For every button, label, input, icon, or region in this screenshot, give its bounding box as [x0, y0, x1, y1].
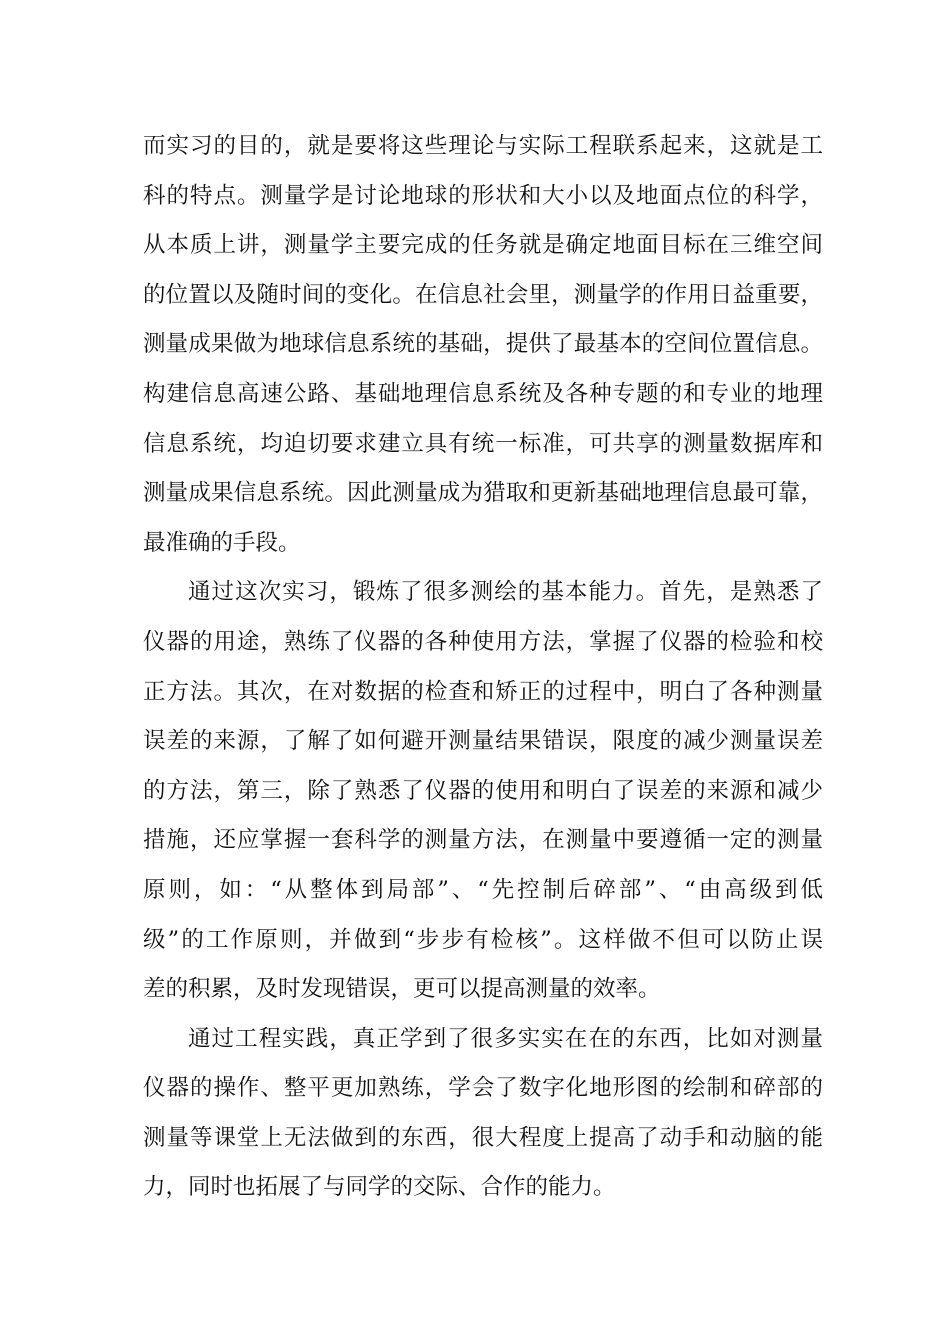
paragraph-1 [143, 122, 823, 568]
text-line: 测量成果信息系统。因此测量成为猎取和更新基础地理信息最可靠， [143, 480, 823, 507]
text-line: 措施，还应掌握一套科学的测量方法，在测量中要遵循一定的测量 [143, 827, 823, 854]
text-line: 信息系统，均迫切要求建立具有统一标准，可共享的测量数据库和 [143, 430, 823, 457]
body-text [143, 122, 823, 1213]
text-line: 构建信息高速公路、基础地理信息系统及各种专题的和专业的地理 [143, 380, 823, 407]
text-line: 的方法，第三，除了熟悉了仪器的使用和明白了误差的来源和减少 [143, 777, 823, 804]
text-line: 差的积累，及时发现错误，更可以提高测量的效率。 [143, 976, 661, 1003]
paragraph-3 [143, 1015, 823, 1213]
text-line: 力，同时也拓展了与同学的交际、合作的能力。 [143, 1174, 616, 1201]
text-line: 仪器的用途，熟练了仪器的各种使用方法，掌握了仪器的检验和校 [143, 628, 823, 655]
text-line: 通过工程实践，真正学到了很多实实在在的东西，比如对测量 [188, 1025, 823, 1052]
text-line: 通过这次实习，锻炼了很多测绘的基本能力。首先，是熟悉了 [188, 579, 823, 606]
paragraph-2 [143, 568, 823, 1014]
text-line: 的位置以及随时间的变化。在信息社会里，测量学的作用日益重要， [143, 281, 823, 308]
text-line: 原则，如：“从整体到局部”、“先控制后碎部”、“由高级到低 [143, 876, 823, 903]
text-line: 仪器的操作、整平更加熟练，学会了数字化地形图的绘制和碎部的 [143, 1075, 823, 1102]
text-line: 级”的工作原则，并做到“步步有检核”。这样做不但可以防止误 [143, 926, 823, 953]
text-line: 测量等课堂上无法做到的东西，很大程度上提高了动手和动脑的能 [143, 1124, 823, 1151]
text-line: 科的特点。测量学是讨论地球的形状和大小以及地面点位的科学， [143, 182, 823, 209]
text-line: 测量成果做为地球信息系统的基础，提供了最基本的空间位置信息。 [143, 331, 823, 358]
text-line: 正方法。其次，在对数据的检查和矫正的过程中，明白了各种测量 [143, 678, 823, 705]
text-line: 最准确的手段。 [143, 529, 301, 556]
text-line: 而实习的目的，就是要将这些理论与实际工程联系起来，这就是工 [143, 133, 823, 159]
text-line: 从本质上讲，测量学主要完成的任务就是确定地面目标在三维空间 [143, 232, 823, 259]
text-line: 误差的来源，了解了如何避开测量结果错误，限度的减少测量误差 [143, 728, 823, 755]
